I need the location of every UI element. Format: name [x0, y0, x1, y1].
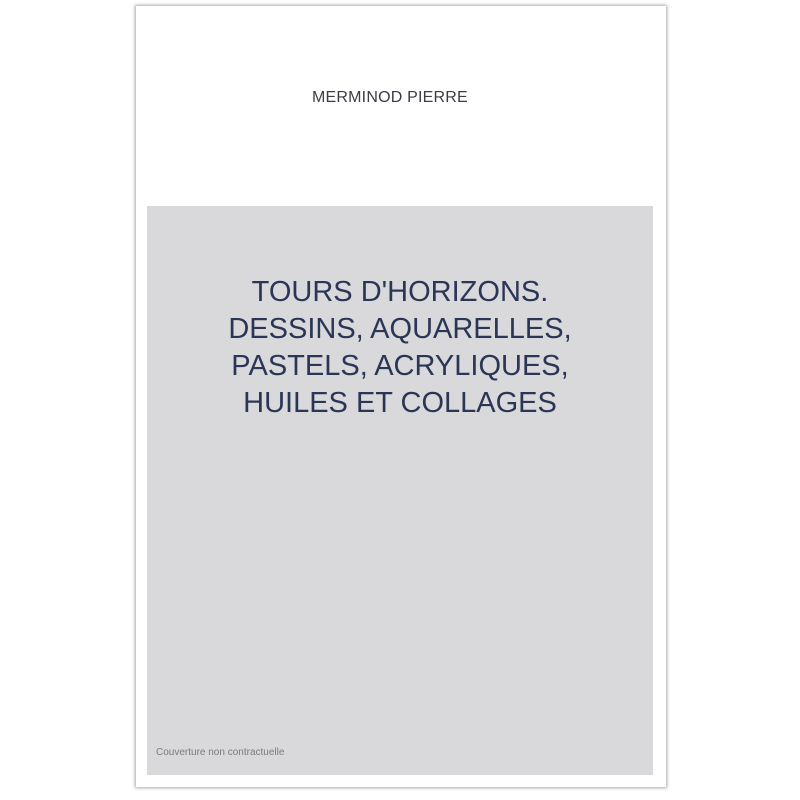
- book-title: [147, 274, 653, 422]
- cover-disclaimer: Couverture non contractuelle: [156, 747, 285, 758]
- author-name: MERMINOD PIERRE: [312, 89, 468, 106]
- title-line-2: DESSINS, AQUARELLES,: [228, 313, 572, 345]
- title-panel: [147, 206, 653, 775]
- title-line-1: TOURS D'HORIZONS.: [251, 276, 549, 308]
- title-line-4: HUILES ET COLLAGES: [243, 387, 557, 419]
- title-line-3: PASTELS, ACRYLIQUES,: [231, 350, 569, 382]
